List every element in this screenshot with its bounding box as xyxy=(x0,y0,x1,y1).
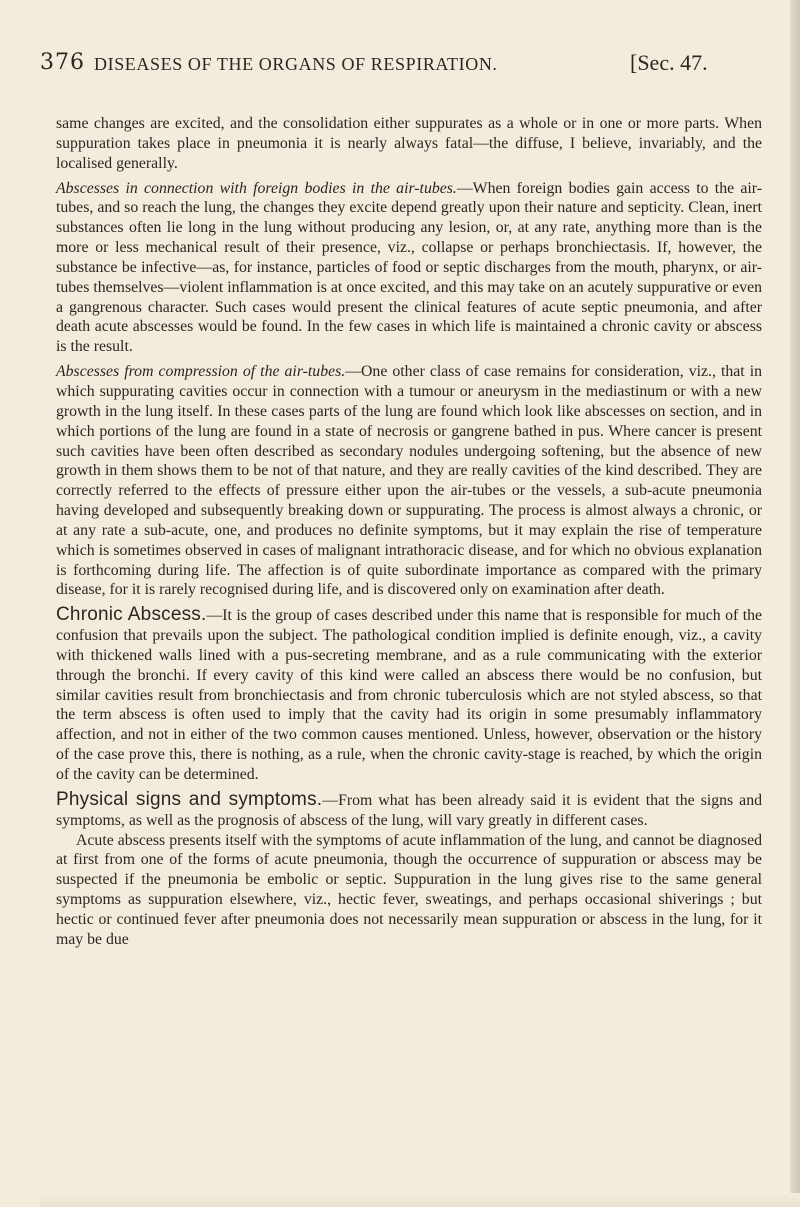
paragraph-text: —When foreign bodies gain access to the air-tubes, and so reach the lung, the changes they excite depend greatly upon their nature and septicity. Clean, inert substances often lie long in the lung without producing any lesion, or, at any rate, anything more than is the more or less mechanical result of their presence, viz., collapse or perhaps bronchiectasis. If, however, the substance be infective—as, for instance, particles of food or septic discharges from the mouth, pharynx, or air-tubes themselves—violent inflammation is at once excited, and this may take on an acutely suppurative or even a gangrenous character. Such cases would present the clinical features of acute septic pneumonia, and after death acute abscesses would be found. In the few cases in which life is maintained a chronic cavity or abscess is the result. xyxy=(56,179,762,356)
paragraph-physical-signs xyxy=(56,790,762,831)
paragraph-compression xyxy=(56,362,762,600)
paragraph-continuation xyxy=(56,114,762,174)
paragraph-acute-abscess xyxy=(56,831,762,950)
page-edge-bottom xyxy=(40,1193,800,1207)
paragraph-chronic-abscess xyxy=(56,605,762,785)
section-heading: Physical signs and symptoms. xyxy=(56,788,323,810)
page-header xyxy=(30,50,770,90)
paragraph-text: —From what has been already said it is evident that the signs and symptoms, as well as the prognosis of abscess of the lung, will vary greatly in different cases. xyxy=(56,791,762,829)
page-edge-right xyxy=(790,0,800,1207)
page-number: 376 xyxy=(40,50,85,75)
paragraph-text: Acute abscess presents itself with the symptoms of acute inflammation of the lung, and cannot be diagnosed at first from one of the forms of acute pneumonia, though the occurrence of suppuration or abscess may be suspected if the pneumonia be embolic or septic. Suppuration in the lung gives rise to the same general symptoms as suppuration elsewhere, viz., hectic fever, sweatings, and perhaps occasional shiverings ; but hectic or continued fever after pneumonia does not necessarily mean suppuration or abscess in the lung, for it may be due xyxy=(56,831,762,948)
section-reference: [Sec. 47. xyxy=(630,50,708,75)
paragraph-heading: Abscesses in connection with foreign bodies in the air-tubes. xyxy=(56,179,457,197)
body-text xyxy=(56,114,762,955)
paragraph-text: —It is the group of cases described under this name that is responsible for much of the confusion that prevails upon the subject. The pathological condition implied is definite enough, viz., a cavity with thickened walls lined with a pus-secreting membrane, and as a rule communicating with the exterior through the bronchi. If every cavity of this kind were called an abscess there would be no confusion, but similar cavities result from bronchiectasis and from chronic tuberculosis which are not styled abscess, so that the term abscess is often used to imply that the cavity had its origin in some presumably inflammatory affection, and not in either of the two common causes mentioned. Unless, however, observation or the history of the case prove this, there is nothing, as a rule, when the chronic cavity-stage is reached, by which the origin of the cavity can be determined. xyxy=(56,607,762,783)
paragraph-foreign-bodies xyxy=(56,179,762,358)
paragraph-text: same changes are excited, and the consolidation either suppurates as a whole or in one or more parts. When suppuration takes place in pneumonia it is nearly always fatal—the diffuse, I believe, invariably, and the localised generally. xyxy=(56,115,762,172)
paragraph-text: —One other class of case remains for consideration, viz., that in which suppurating cavities occur in connection with a tumour or aneurysm in the mediastinum or with a new growth in the lung itself. In these cases parts of the lung are found which look like abscesses on section, and in which portions of the lung are found in a state of necrosis or gangrene bathed in pus. Where cancer is present such cavities have been often described as secondary nodules undergoing softening, but the absence of new growth in them shows them to be not of that nature, and they are really cavities of the kind described. They are correctly referred to the effects of pressure either upon the air-tubes or the vessels, a sub-acute pneumonia having developed and subsequently breaking down or suppurating. The process is almost always a chronic, or at any rate a sub-acute, one, and produces no definite symptoms, but it may explain the rise of temperature which is sometimes observed in cases of malignant intrathoracic disease, and for which no obvious explanation is forthcoming during life. The affection is of quite subordinate importance as compared with the primary disease, for it is rarely recognised during life, and is discovered only on examination after death. xyxy=(56,363,762,599)
section-heading: Chronic Abscess. xyxy=(56,604,207,626)
paragraph-heading: Abscesses from compression of the air-tubes. xyxy=(56,363,346,381)
running-title: DISEASES OF THE ORGANS OF RESPIRATION. xyxy=(94,54,498,74)
